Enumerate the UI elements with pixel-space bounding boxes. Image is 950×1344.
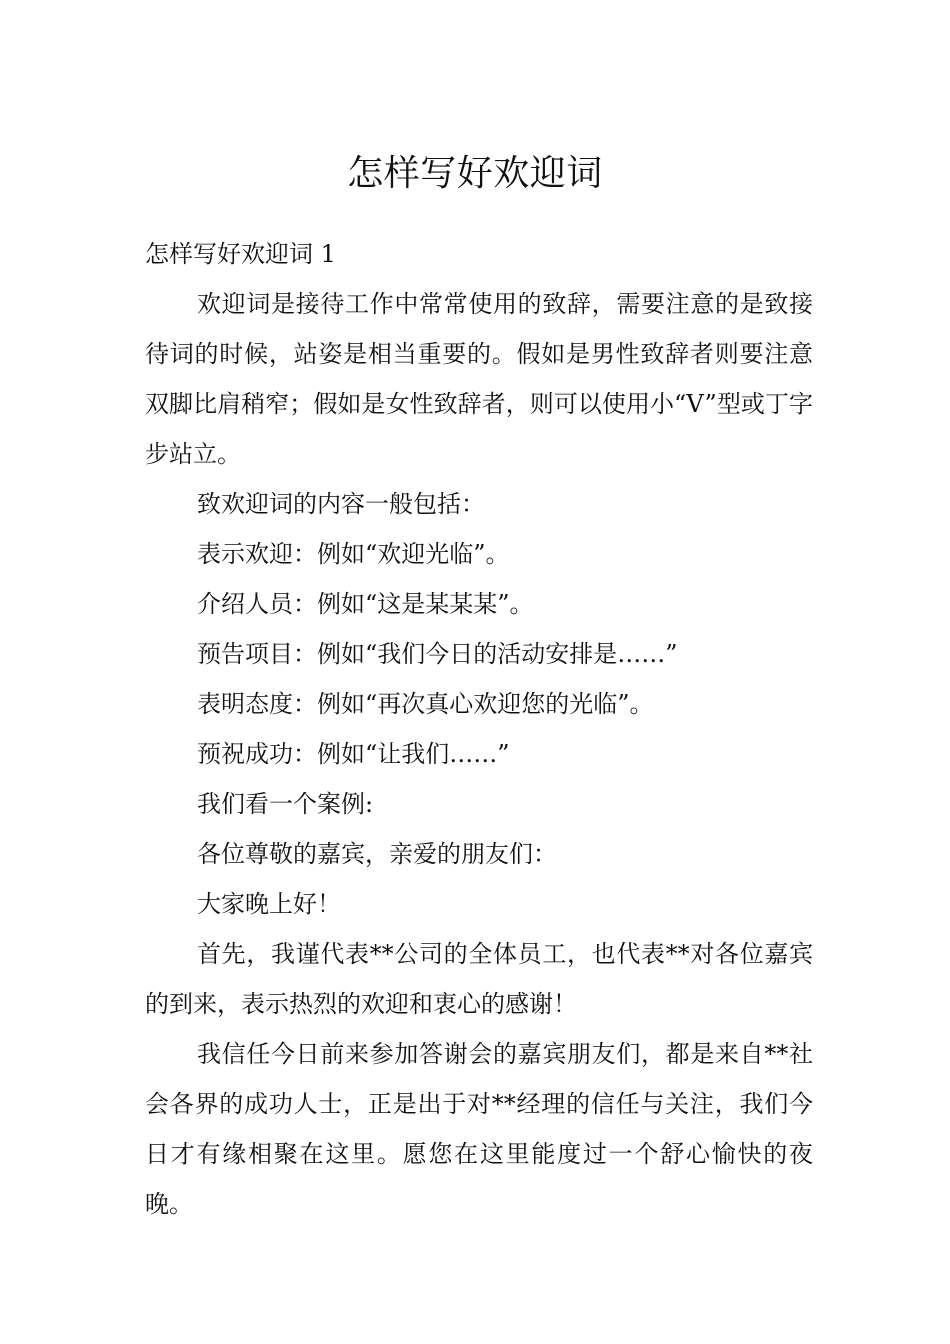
section-heading: 怎样写好欢迎词 1 xyxy=(145,240,336,268)
document-body xyxy=(145,229,813,1229)
paragraph-thanks: 首先，我谨代表**公司的全体员工，也代表**对各位嘉宾的到来，表示热烈的欢迎和衷心的感谢！ xyxy=(145,940,813,1018)
paragraph-example-intro: 我们看一个案例: xyxy=(197,790,374,818)
paragraph-content-intro: 致欢迎词的内容一般包括： xyxy=(197,490,485,518)
paragraph-evening-greeting: 大家晚上好！ xyxy=(197,890,341,918)
paragraph-closing: 我信任今日前来参加答谢会的嘉宾朋友们，都是来自**社会各界的成功人士，正是出于对**经理的信任与关注，我们今日才有缘相聚在这里。愿您在这里能度过一个舒心愉快的夜晚。 xyxy=(145,1040,813,1218)
document-title: 怎样写好欢迎词 xyxy=(347,153,603,195)
paragraph-welcome-item: 表示欢迎：例如“欢迎光临”。 xyxy=(197,540,510,568)
paragraph-intro: 欢迎词是接待工作中常常使用的致辞，需要注意的是致接待词的时候，站姿是相当重要的。假如是男性致辞者则要注意双脚比肩稍窄；假如是女性致辞者，则可以使用小“V”型或丁字步站立。 xyxy=(145,290,813,468)
paragraph-introduce-item: 介绍人员：例如“这是某某某”。 xyxy=(197,590,534,618)
paragraph-greeting-address: 各位尊敬的嘉宾，亲爱的朋友们： xyxy=(197,840,557,868)
paragraph-preview-item: 预告项目：例如“我们今日的活动安排是……” xyxy=(197,640,678,668)
paragraph-success-item: 预祝成功：例如“让我们……” xyxy=(197,740,510,768)
paragraph-attitude-item: 表明态度：例如“再次真心欢迎您的光临”。 xyxy=(197,690,654,718)
